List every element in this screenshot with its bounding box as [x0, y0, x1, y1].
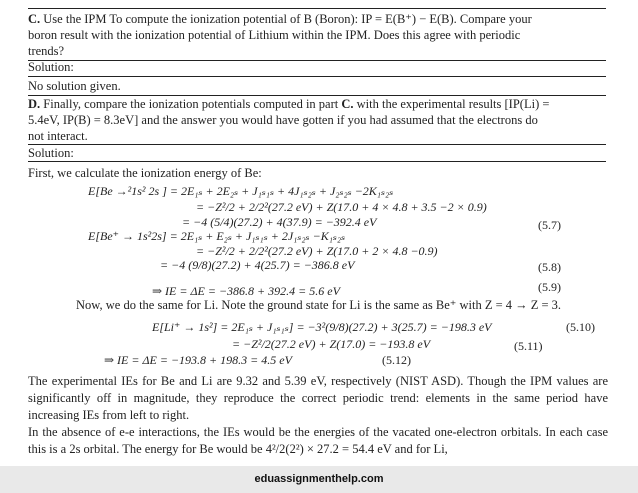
eq-be-ie: ⇒ IE = ΔE = −386.8 + 392.4 = 5.6 eV	[152, 284, 340, 298]
part-d-solution-label: Solution:	[28, 146, 74, 160]
eq-be-plus-line-3: = −4 (9/8)(27.2) + 4(25.7) = −386.8 eV	[160, 258, 355, 272]
eq-be-plus-line-1: E[Be⁺ → 1s²2s] = 2E₁ₛ + E₂ₛ + J₁ₛ₁ₛ + 2J₁ₛ₂ₛ −K₁ₛ₂ₛ	[88, 229, 346, 243]
eq-number-5-10: (5.10)	[566, 320, 595, 334]
part-d-label: D.	[28, 97, 41, 111]
footer-banner	[0, 466, 638, 493]
eq-number-5-9: (5.9)	[538, 280, 561, 294]
paragraph-experimental: The experimental IEs for Be and Li are 9.32 and 5.39 eV, respectively (NIST ASD). Though the IPM values are significantly off in magnitude, they reproduce the correct periodic trend: elements in the same period have increasing IEs from left to right.	[28, 374, 608, 422]
eq-number-5-8: (5.8)	[538, 260, 561, 274]
rule-c-solution	[28, 76, 606, 77]
part-d-text-1a: Finally, compare the ionization potentials computed in part	[43, 97, 339, 111]
rule-c-question	[28, 60, 606, 61]
intro-text: First, we calculate the ionization energy of Be:	[28, 166, 262, 180]
part-d-text-1b: with the experimental results [IP(Li) =	[356, 97, 550, 111]
part-c-line-1	[28, 12, 532, 27]
eq-li-line-2: = −Z²/2(27.2 eV) + Z(17.0) = −193.8 eV	[232, 337, 431, 351]
part-d-line-2: 5.4eV, IP(B) = 8.3eV] and the answer you would have gotten if you had assumed that the electrons do	[28, 113, 538, 127]
eq-number-5-7: (5.7)	[538, 218, 561, 232]
top-rule	[28, 8, 606, 9]
part-c-solution-text: No solution given.	[28, 79, 121, 93]
eq-li-ie: ⇒ IE = ΔE = −193.8 + 198.3 = 4.5 eV	[104, 353, 292, 367]
eq-li-line-1: E[Li⁺ → 1s²] = 2E₁ₛ + J₁ₛ₁ₛ] = −3²(9/8)(27.2) + 3(25.7) = −198.3 eV	[152, 320, 492, 334]
eq-number-5-12: (5.12)	[382, 353, 411, 367]
part-d-line-1	[28, 97, 549, 112]
eq-be-line-3: = −4 (5/4)(27.2) + 4(37.9) = −392.4 eV	[182, 215, 377, 229]
part-c-line-3: trends?	[28, 44, 65, 58]
part-c-solution-label: Solution:	[28, 60, 74, 74]
eq-be-plus-line-2: = −Z²/2 + 2/2²(27.2 eV) + Z(17.0 + 2 × 4.8 −0.9)	[196, 244, 438, 258]
eq-number-5-11: (5.11)	[514, 339, 543, 353]
paragraph-no-interaction: In the absence of e-e interactions, the IEs would be the energies of the vacated one-electron orbitals. In each case this is a 2s orbital. The energy for Be would be 4²/2(2²) × 27.2 = 54.4 eV and for Li,	[28, 425, 608, 456]
part-c-line-2: boron result with the ionization potential of Lithium within the IPM. Does this agree with periodic	[28, 28, 521, 42]
li-intro-text: Now, we do the same for Li. Note the ground state for Li is the same as Be⁺ with Z = 4 → Z = 3.	[76, 298, 562, 312]
rule-d-question	[28, 144, 606, 145]
eq-be-line-1: E[Be →²1s² 2s ] = 2E₁ₛ + 2E₂ₛ + J₁ₛ₁ₛ + 4J₁ₛ₂ₛ + J₂ₛ₂ₛ −2K₁ₛ₂ₛ	[88, 184, 394, 198]
part-d-ref: C.	[341, 97, 354, 111]
rule-d-solution	[28, 161, 606, 162]
eq-be-line-2: = −Z²/2 + 2/2²(27.2 eV) + Z(17.0 + 4 × 4.8 + 3.5 −2 × 0.9)	[196, 200, 487, 214]
rule-d-top	[28, 95, 606, 96]
part-d-line-3: not interact.	[28, 129, 88, 143]
part-c-label: C.	[28, 12, 41, 26]
part-c-text-1: Use the IPM To compute the ionization potential of B (Boron): IP = E(B⁺) − E(B). Compare your	[43, 12, 532, 26]
footer-site-link[interactable]: eduassignmenthelp.com	[254, 473, 384, 485]
